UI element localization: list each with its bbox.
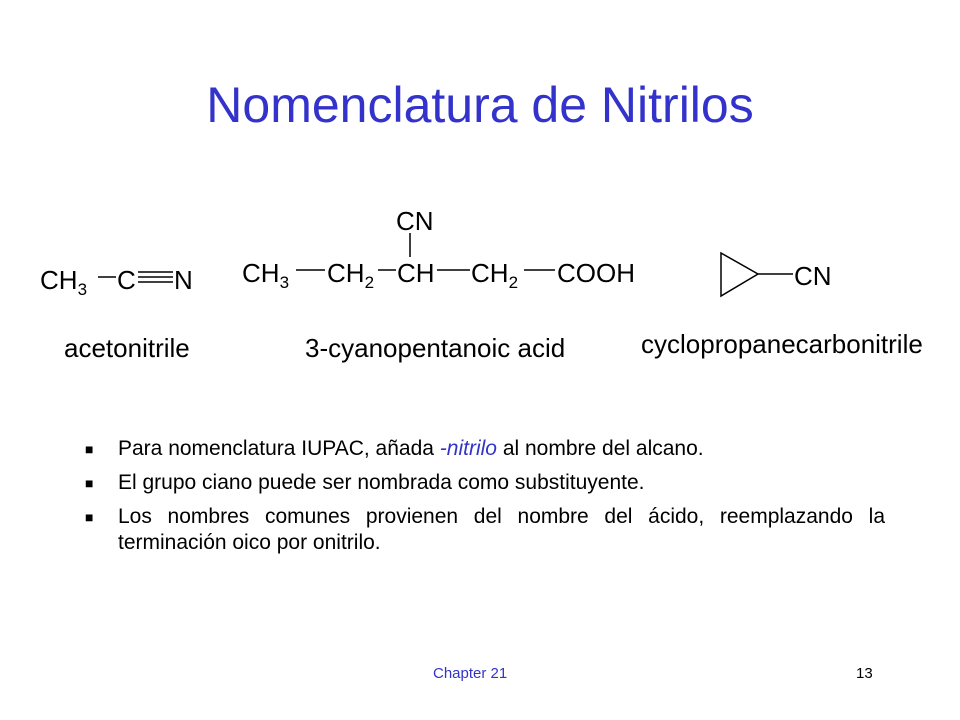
triple-bond xyxy=(138,272,173,282)
slide-title: Nomenclatura de Nitrilos xyxy=(206,77,754,133)
methyl-group: $CH_3$ xyxy=(242,258,290,292)
page-number: 13 xyxy=(856,665,873,682)
cyclopropane-cn: CN xyxy=(794,261,832,291)
bullet-text: Los nombres comunes provienen del nombre del ácido, reemplazando la terminación oico por onitrilo. xyxy=(118,505,885,554)
bullet-text: El grupo ciano puede ser nombrada como substituyente. xyxy=(118,471,645,494)
acetonitrile-ch3: $CH_3$ xyxy=(40,265,88,299)
acetonitrile-n: N xyxy=(174,265,193,295)
bullet-text-pre: Para nomenclatura IUPAC, añada xyxy=(118,437,440,460)
nitrilo-suffix: -nitrilo xyxy=(439,437,497,460)
cyclopropane-label: cyclopropanecarbonitrile xyxy=(641,329,923,359)
acetonitrile-c: C xyxy=(117,265,136,295)
bullet-list xyxy=(85,436,885,564)
square-bullet-icon: ■ xyxy=(85,475,94,491)
bullet-text-post: al nombre del alcano. xyxy=(496,437,704,460)
square-bullet-icon: ■ xyxy=(85,441,94,457)
acetonitrile-label: acetonitrile xyxy=(64,333,190,363)
bullet-item-ciano xyxy=(85,470,885,496)
cyano-group: CN xyxy=(396,206,434,236)
acetonitrile-structure xyxy=(40,265,193,363)
methylene-group-1: $CH_2$ xyxy=(327,258,375,292)
carboxyl-group: COOH xyxy=(557,258,635,288)
cyanopentanoic-label: 3-cyanopentanoic acid xyxy=(305,333,566,363)
cyclopropane-ring xyxy=(721,253,758,296)
methylene-group-2: $CH_2$ xyxy=(471,258,519,292)
methine-group: CH xyxy=(397,258,435,288)
cyanopentanoic-structure xyxy=(242,206,635,363)
square-bullet-icon: ■ xyxy=(85,509,94,525)
cyclopropane-structure xyxy=(641,253,923,359)
footer-chapter: Chapter 21 xyxy=(433,665,508,682)
bullet-item-comunes xyxy=(85,504,885,556)
bullet-item-iupac xyxy=(85,436,885,462)
